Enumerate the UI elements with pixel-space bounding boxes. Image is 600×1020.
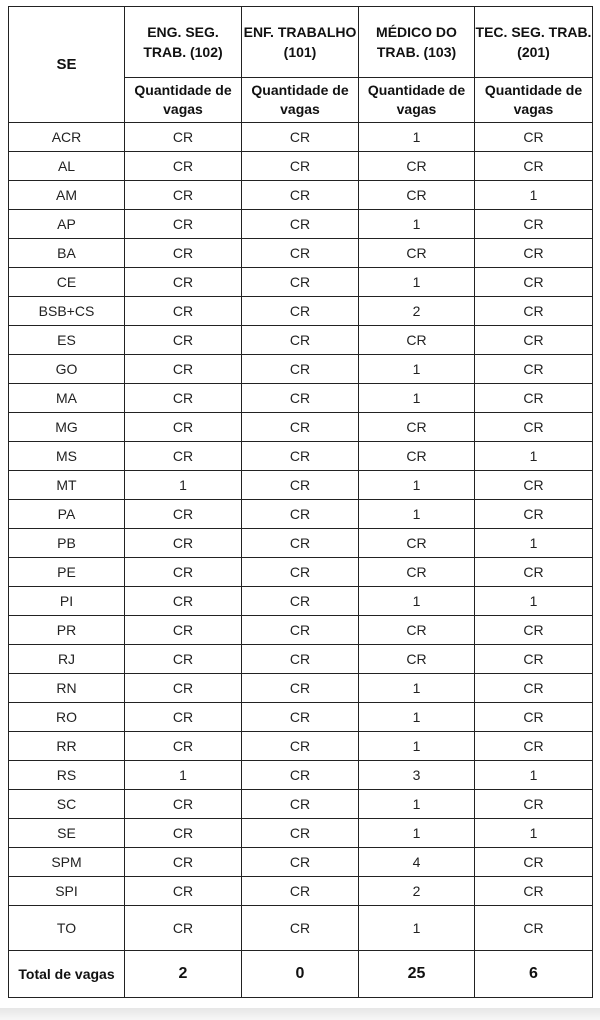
- vacancy-cell: 1: [359, 500, 475, 529]
- table-row: [9, 297, 593, 326]
- vacancy-cell: CR: [242, 297, 359, 326]
- table-row: [9, 819, 593, 848]
- vacancy-cell: CR: [475, 500, 593, 529]
- table-row: [9, 413, 593, 442]
- vacancy-cell: CR: [125, 355, 242, 384]
- vacancy-cell: CR: [125, 703, 242, 732]
- table-row: [9, 529, 593, 558]
- se-cell: AL: [9, 152, 125, 181]
- vacancy-cell: 1: [475, 819, 593, 848]
- se-cell: MA: [9, 384, 125, 413]
- vacancy-cell: CR: [475, 268, 593, 297]
- vacancy-cell: CR: [359, 645, 475, 674]
- vacancy-cell: CR: [125, 877, 242, 906]
- vacancy-cell: CR: [125, 558, 242, 587]
- table-row: [9, 587, 593, 616]
- se-cell: PR: [9, 616, 125, 645]
- vacancy-cell: CR: [242, 645, 359, 674]
- vacancy-cell: CR: [475, 906, 593, 951]
- vacancy-cell: CR: [125, 674, 242, 703]
- se-cell: MS: [9, 442, 125, 471]
- vacancy-cell: CR: [242, 123, 359, 152]
- table-row: [9, 703, 593, 732]
- vacancy-cell: CR: [359, 326, 475, 355]
- table-row: [9, 906, 593, 951]
- se-cell: SC: [9, 790, 125, 819]
- vacancy-cell: CR: [125, 587, 242, 616]
- vacancy-cell: CR: [359, 181, 475, 210]
- subheader-quantidade: Quantidade de vagas: [242, 78, 359, 123]
- vacancy-cell: CR: [242, 674, 359, 703]
- table-row: [9, 732, 593, 761]
- vacancy-cell: 1: [475, 761, 593, 790]
- vacancy-cell: CR: [125, 616, 242, 645]
- vacancy-cell: 1: [475, 181, 593, 210]
- vacancy-cell: 2: [359, 297, 475, 326]
- vacancy-cell: CR: [475, 297, 593, 326]
- vacancy-cell: CR: [475, 123, 593, 152]
- subheader-quantidade: Quantidade de vagas: [125, 78, 242, 123]
- vacancy-cell: CR: [125, 732, 242, 761]
- se-cell: RJ: [9, 645, 125, 674]
- header-row: [9, 7, 593, 78]
- vacancy-cell: CR: [125, 123, 242, 152]
- se-cell: MG: [9, 413, 125, 442]
- vacancy-cell: CR: [242, 326, 359, 355]
- table-row: [9, 442, 593, 471]
- table-row: [9, 210, 593, 239]
- vacancy-cell: CR: [475, 732, 593, 761]
- se-cell: RS: [9, 761, 125, 790]
- se-cell: RR: [9, 732, 125, 761]
- table-row: [9, 471, 593, 500]
- vacancy-cell: CR: [242, 703, 359, 732]
- vacancy-cell: CR: [125, 268, 242, 297]
- vacancy-cell: CR: [242, 906, 359, 951]
- se-cell: RN: [9, 674, 125, 703]
- vacancy-cell: CR: [125, 848, 242, 877]
- vacancy-cell: CR: [475, 790, 593, 819]
- se-cell: AM: [9, 181, 125, 210]
- se-header: SE: [9, 7, 125, 123]
- se-cell: BA: [9, 239, 125, 268]
- total-label: Total de vagas: [9, 951, 125, 998]
- vacancy-cell: CR: [242, 239, 359, 268]
- table-row: [9, 674, 593, 703]
- column-header-medico-do-trab: MÉDICO DO TRAB. (103): [359, 7, 475, 78]
- vacancy-cell: CR: [359, 616, 475, 645]
- vacancy-cell: 1: [359, 384, 475, 413]
- vacancies-table: [8, 6, 593, 998]
- total-cell: 0: [242, 951, 359, 998]
- total-cell: 2: [125, 951, 242, 998]
- table-row: [9, 152, 593, 181]
- table-row: [9, 181, 593, 210]
- vacancy-cell: CR: [475, 471, 593, 500]
- vacancy-cell: CR: [242, 442, 359, 471]
- column-header-eng-seg-trab: ENG. SEG. TRAB. (102): [125, 7, 242, 78]
- total-cell: 25: [359, 951, 475, 998]
- vacancy-cell: CR: [475, 645, 593, 674]
- vacancy-cell: CR: [242, 529, 359, 558]
- vacancy-cell: CR: [475, 152, 593, 181]
- vacancy-cell: 1: [359, 819, 475, 848]
- vacancy-cell: CR: [242, 471, 359, 500]
- table-row: [9, 123, 593, 152]
- vacancy-cell: CR: [475, 616, 593, 645]
- vacancy-cell: CR: [475, 558, 593, 587]
- se-cell: PI: [9, 587, 125, 616]
- vacancy-cell: CR: [475, 703, 593, 732]
- vacancy-cell: CR: [242, 500, 359, 529]
- vacancy-cell: 1: [359, 471, 475, 500]
- se-cell: TO: [9, 906, 125, 951]
- vacancy-cell: 1: [125, 761, 242, 790]
- table-row: [9, 384, 593, 413]
- vacancy-cell: CR: [359, 558, 475, 587]
- se-cell: SE: [9, 819, 125, 848]
- vacancy-cell: 1: [359, 906, 475, 951]
- vacancy-cell: CR: [125, 239, 242, 268]
- vacancy-cell: CR: [242, 355, 359, 384]
- vacancy-cell: 1: [359, 210, 475, 239]
- vacancy-cell: CR: [475, 239, 593, 268]
- table-row: [9, 268, 593, 297]
- vacancy-cell: CR: [475, 848, 593, 877]
- vacancy-cell: 1: [359, 674, 475, 703]
- vacancy-cell: CR: [359, 413, 475, 442]
- se-cell: ES: [9, 326, 125, 355]
- vacancy-cell: CR: [125, 181, 242, 210]
- se-cell: CE: [9, 268, 125, 297]
- se-cell: ACR: [9, 123, 125, 152]
- page-bottom-edge: [0, 1008, 600, 1020]
- vacancy-cell: CR: [359, 152, 475, 181]
- total-row: [9, 951, 593, 998]
- vacancy-cell: CR: [125, 297, 242, 326]
- table-row: [9, 616, 593, 645]
- vacancy-cell: 1: [475, 529, 593, 558]
- vacancy-cell: CR: [125, 790, 242, 819]
- table-body: [9, 123, 593, 951]
- table-row: [9, 877, 593, 906]
- vacancy-cell: CR: [125, 819, 242, 848]
- vacancy-cell: 1: [359, 790, 475, 819]
- se-cell: AP: [9, 210, 125, 239]
- vacancy-cell: CR: [242, 848, 359, 877]
- vacancy-cell: CR: [242, 732, 359, 761]
- vacancy-cell: 1: [359, 355, 475, 384]
- se-cell: SPM: [9, 848, 125, 877]
- vacancy-cell: CR: [242, 616, 359, 645]
- vacancy-cell: 1: [475, 442, 593, 471]
- vacancy-cell: CR: [242, 210, 359, 239]
- se-cell: PB: [9, 529, 125, 558]
- se-cell: PE: [9, 558, 125, 587]
- vacancy-cell: 1: [475, 587, 593, 616]
- column-header-enf-trabalho: ENF. TRABALHO (101): [242, 7, 359, 78]
- vacancy-cell: 4: [359, 848, 475, 877]
- vacancy-cell: CR: [242, 761, 359, 790]
- vacancy-cell: CR: [475, 877, 593, 906]
- vacancy-cell: CR: [242, 790, 359, 819]
- vacancy-cell: CR: [242, 877, 359, 906]
- table-row: [9, 558, 593, 587]
- vacancy-cell: CR: [242, 181, 359, 210]
- vacancy-cell: CR: [242, 587, 359, 616]
- vacancy-cell: CR: [359, 239, 475, 268]
- table-row: [9, 500, 593, 529]
- vacancy-cell: CR: [242, 558, 359, 587]
- vacancy-cell: CR: [125, 906, 242, 951]
- se-cell: SPI: [9, 877, 125, 906]
- vacancy-cell: CR: [359, 529, 475, 558]
- vacancy-cell: 1: [359, 732, 475, 761]
- se-cell: BSB+CS: [9, 297, 125, 326]
- vacancy-cell: CR: [475, 326, 593, 355]
- vacancy-cell: 3: [359, 761, 475, 790]
- vacancy-cell: CR: [475, 413, 593, 442]
- se-cell: GO: [9, 355, 125, 384]
- vacancy-cell: CR: [475, 355, 593, 384]
- vacancy-cell: CR: [125, 442, 242, 471]
- vacancy-cell: CR: [242, 152, 359, 181]
- vacancy-cell: CR: [242, 268, 359, 297]
- table-row: [9, 645, 593, 674]
- vacancy-cell: CR: [125, 210, 242, 239]
- vacancy-cell: 2: [359, 877, 475, 906]
- table-row: [9, 239, 593, 268]
- vacancy-cell: CR: [125, 645, 242, 674]
- vacancy-cell: 1: [359, 587, 475, 616]
- vacancy-cell: CR: [125, 152, 242, 181]
- vacancy-cell: CR: [475, 384, 593, 413]
- se-cell: RO: [9, 703, 125, 732]
- table-row: [9, 790, 593, 819]
- total-cell: 6: [475, 951, 593, 998]
- subheader-quantidade: Quantidade de vagas: [359, 78, 475, 123]
- vacancy-cell: CR: [242, 384, 359, 413]
- vacancy-cell: 1: [359, 703, 475, 732]
- vacancy-cell: CR: [125, 384, 242, 413]
- vacancy-cell: 1: [359, 268, 475, 297]
- vacancy-cell: CR: [475, 674, 593, 703]
- vacancy-cell: CR: [125, 529, 242, 558]
- vacancies-table-frame: [8, 6, 592, 998]
- vacancy-cell: CR: [242, 819, 359, 848]
- vacancy-cell: CR: [475, 210, 593, 239]
- table-row: [9, 355, 593, 384]
- table-row: [9, 326, 593, 355]
- vacancy-cell: CR: [359, 442, 475, 471]
- vacancy-cell: CR: [125, 413, 242, 442]
- se-cell: MT: [9, 471, 125, 500]
- vacancy-cell: CR: [242, 413, 359, 442]
- se-cell: PA: [9, 500, 125, 529]
- vacancy-cell: 1: [125, 471, 242, 500]
- subheader-quantidade: Quantidade de vagas: [475, 78, 593, 123]
- column-header-tec-seg-trab: TEC. SEG. TRAB. (201): [475, 7, 593, 78]
- vacancy-cell: 1: [359, 123, 475, 152]
- vacancy-cell: CR: [125, 326, 242, 355]
- table-row: [9, 848, 593, 877]
- table-row: [9, 761, 593, 790]
- vacancy-cell: CR: [125, 500, 242, 529]
